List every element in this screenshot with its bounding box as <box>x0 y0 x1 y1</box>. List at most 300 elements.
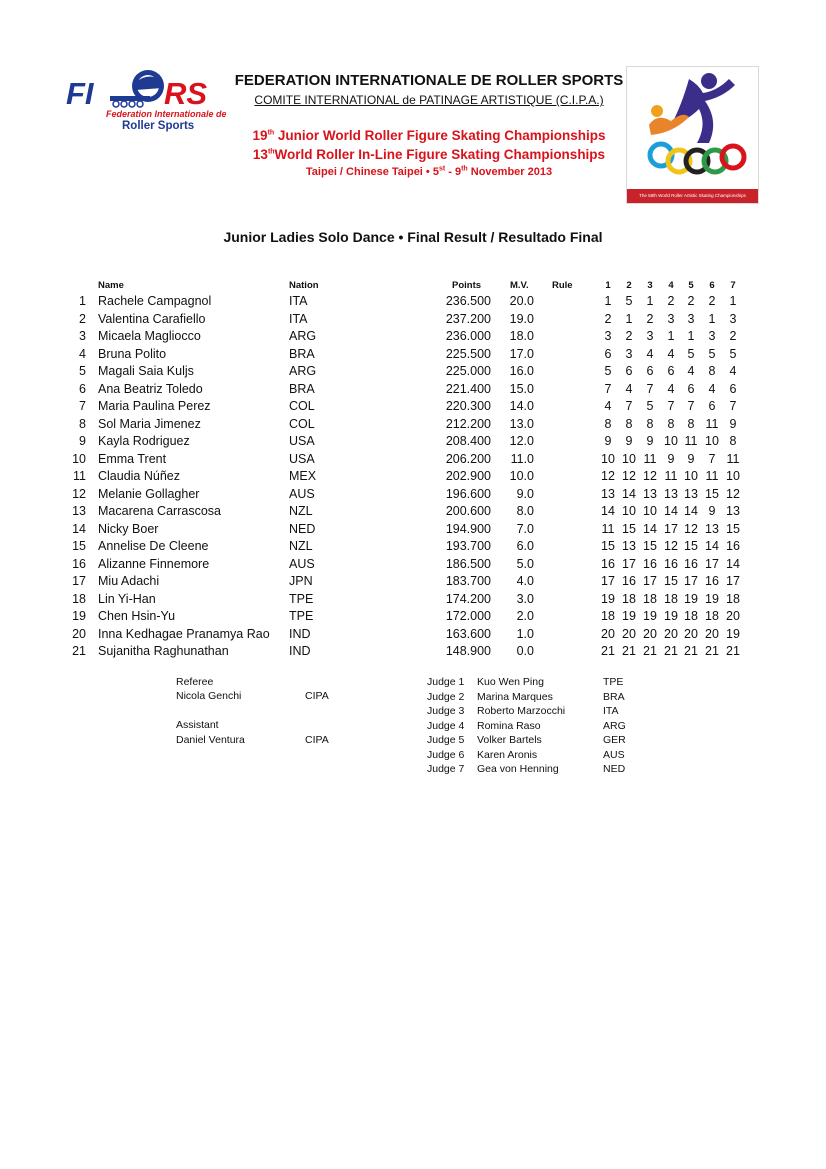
judge-2-ordinal-cell: 13 <box>622 539 636 553</box>
judge-5-ordinal-cell: 8 <box>687 416 695 431</box>
judge-7-ordinal-cell: 17 <box>726 574 740 588</box>
judge-4-ordinal-cell: 20 <box>664 626 678 641</box>
judge-1-ordinal-cell: 20 <box>601 626 615 641</box>
judge-5-ordinal-cell: 14 <box>684 504 698 518</box>
judge-3-ordinal-cell: 16 <box>643 556 657 571</box>
judge-5-ordinal-cell: 1 <box>687 329 695 343</box>
rank-cell: 17 <box>72 574 86 588</box>
event-title: Junior Ladies Solo Dance • Final Result / Resultado Final <box>223 229 603 245</box>
judge-3-ordinal-cell: 17 <box>643 574 657 588</box>
name-cell: Sol Maria Jimenez <box>98 416 201 431</box>
judge-3-ordinal-cell: 21 <box>643 644 657 658</box>
venue-suffix: November 2013 <box>467 166 553 178</box>
judge-2-ordinal-cell: 1 <box>625 311 633 326</box>
rank-cell: 10 <box>72 451 86 466</box>
venue-dates <box>220 166 638 178</box>
judge-2-ordinal-cell: 7 <box>625 399 633 413</box>
judge-2-ordinal-cell: 21 <box>622 644 636 658</box>
judge-2-ordinal-cell: 2 <box>625 329 633 343</box>
judge-6-ordinal-cell: 13 <box>705 521 719 536</box>
judge-5-ordinal-cell: 21 <box>684 644 698 658</box>
rank-cell: 19 <box>72 609 86 623</box>
table-row <box>64 451 764 469</box>
mv-cell: 18.0 <box>509 329 534 343</box>
judge-7-ordinal-cell: 13 <box>726 504 740 518</box>
nation-cell: NZL <box>289 539 313 553</box>
name-cell: Chen Hsin-Yu <box>98 609 176 623</box>
points-cell: 194.900 <box>445 521 491 536</box>
judge-1-ordinal-cell: 15 <box>601 539 615 553</box>
judge-nation: TPE <box>603 676 624 688</box>
judge-1-ordinal-cell: 8 <box>604 416 612 431</box>
venue-prefix: Taipei / Chinese Taipei • 5 <box>305 166 439 178</box>
table-row <box>64 293 764 311</box>
table-row <box>64 608 764 626</box>
judge-4-ordinal-cell: 10 <box>664 434 678 448</box>
judge-nation: BRA <box>603 690 625 703</box>
judge-2-ordinal-cell: 10 <box>622 504 636 518</box>
judge-7-ordinal-cell: 9 <box>729 416 737 431</box>
header-points: Points <box>452 280 482 291</box>
nation-cell: ARG <box>289 364 317 378</box>
judge-3-ordinal-cell: 6 <box>646 364 654 378</box>
points-cell: 212.200 <box>445 416 491 431</box>
name-cell: Macarena Carrascosa <box>98 504 221 518</box>
points-cell: 225.500 <box>445 346 491 361</box>
judge-7-ordinal-cell: 20 <box>726 609 740 623</box>
logo-mark-left: FI <box>66 76 94 111</box>
judge-3-ordinal-cell: 4 <box>646 346 654 361</box>
judge-2-ordinal-cell: 17 <box>622 556 636 571</box>
judge-3-ordinal-cell: 9 <box>646 434 654 448</box>
points-cell: 148.900 <box>445 644 491 658</box>
table-row <box>64 573 764 591</box>
name-cell: Maria Paulina Perez <box>98 399 211 413</box>
judge-5-ordinal-cell: 4 <box>687 364 695 378</box>
name-cell: Sujanitha Raghunathan <box>98 644 229 658</box>
nation-cell: USA <box>289 434 315 448</box>
nation-cell: NED <box>289 521 316 536</box>
header-judge-6: 6 <box>709 280 715 291</box>
name-cell: Emma Trent <box>98 451 167 466</box>
roller-skate-icon <box>110 70 164 107</box>
assistant-label: Assistant <box>176 719 219 731</box>
judge-5-ordinal-cell: 20 <box>684 626 698 641</box>
skater-rings-icon <box>627 67 758 189</box>
table-row <box>64 433 764 451</box>
header-nation: Nation <box>289 280 319 291</box>
points-cell: 237.200 <box>445 311 491 326</box>
rank-cell: 4 <box>79 346 86 361</box>
judge-label: Judge 6 <box>427 748 465 761</box>
judge-4-ordinal-cell: 15 <box>664 574 678 588</box>
judge-7-ordinal-cell: 14 <box>726 556 740 571</box>
judge-6-ordinal-cell: 18 <box>705 609 719 623</box>
judge-label: Judge 2 <box>427 690 465 703</box>
header-judge-5: 5 <box>688 280 694 291</box>
mv-cell: 12.0 <box>509 434 534 448</box>
judge-3-ordinal-cell: 2 <box>646 311 654 326</box>
judge-4-ordinal-cell: 6 <box>667 364 675 378</box>
mv-cell: 19.0 <box>509 311 534 326</box>
judge-3-ordinal-cell: 10 <box>643 504 657 518</box>
nation-cell: BRA <box>289 346 315 361</box>
judge-5-ordinal-cell: 6 <box>687 381 695 396</box>
champ1-number: 19 <box>252 128 268 143</box>
header-judge-4: 4 <box>668 280 674 291</box>
judge-name: Gea von Henning <box>477 763 559 775</box>
judge-7-ordinal-cell: 7 <box>729 399 737 413</box>
federation-title: FEDERATION INTERNATIONALE DE ROLLER SPORTS <box>234 72 624 89</box>
mv-cell: 6.0 <box>516 539 534 553</box>
mv-cell: 3.0 <box>516 591 534 606</box>
referee-name: Nicola Genchi <box>176 690 242 702</box>
judge-7-ordinal-cell: 4 <box>729 364 737 378</box>
table-row <box>64 363 764 381</box>
judge-6-ordinal-cell: 11 <box>705 469 719 483</box>
judge-5-ordinal-cell: 16 <box>684 556 698 571</box>
nation-cell: TPE <box>289 609 314 623</box>
judge-1-ordinal-cell: 5 <box>604 364 612 378</box>
points-cell: 193.700 <box>445 539 491 553</box>
rank-cell: 5 <box>79 364 86 378</box>
judge-7-ordinal-cell: 3 <box>729 311 737 326</box>
judge-6-ordinal-cell: 14 <box>705 539 719 553</box>
judge-2-ordinal-cell: 14 <box>622 486 636 501</box>
judge-5-ordinal-cell: 15 <box>684 539 698 553</box>
judge-4-ordinal-cell: 11 <box>664 469 678 483</box>
judge-nation: ITA <box>603 705 619 717</box>
name-cell: Nicky Boer <box>98 521 159 536</box>
judge-4-ordinal-cell: 16 <box>664 556 678 571</box>
points-cell: 236.500 <box>445 294 491 308</box>
mv-cell: 9.0 <box>516 486 534 501</box>
rank-cell: 12 <box>72 486 86 501</box>
judge-3-ordinal-cell: 8 <box>646 416 654 431</box>
judge-1-ordinal-cell: 21 <box>601 644 615 658</box>
judge-4-ordinal-cell: 4 <box>667 381 675 396</box>
table-row <box>64 416 764 434</box>
judge-5-ordinal-cell: 12 <box>684 521 698 536</box>
judge-4-ordinal-cell: 21 <box>664 644 678 658</box>
judge-2-ordinal-cell: 15 <box>622 521 636 536</box>
header-judge-1: 1 <box>605 280 611 291</box>
header-rule: Rule <box>552 280 573 291</box>
points-cell: 208.400 <box>445 434 491 448</box>
venue-sup-1: st <box>438 165 446 173</box>
nation-cell: JPN <box>289 574 313 588</box>
judge-4-ordinal-cell: 7 <box>667 399 675 413</box>
judge-label: Judge 5 <box>427 734 465 746</box>
judge-1-ordinal-cell: 9 <box>604 434 612 448</box>
rank-cell: 7 <box>79 399 86 413</box>
judge-6-ordinal-cell: 17 <box>705 556 719 571</box>
mv-cell: 5.0 <box>516 556 534 571</box>
judge-5-ordinal-cell: 13 <box>684 486 698 501</box>
points-cell: 196.600 <box>445 486 491 501</box>
judge-5-ordinal-cell: 7 <box>687 399 695 413</box>
judge-3-ordinal-cell: 7 <box>646 381 654 396</box>
name-cell: Inna Kedhagae Pranamya Rao <box>98 626 270 641</box>
table-row <box>64 311 764 329</box>
name-cell: Lin Yi-Han <box>98 591 156 606</box>
rank-cell: 14 <box>72 521 86 536</box>
judge-name: Karen Aronis <box>477 748 538 761</box>
rank-cell: 20 <box>72 626 86 641</box>
judge-name: Volker Bartels <box>477 734 542 746</box>
table-row <box>64 591 764 609</box>
judge-5-ordinal-cell: 5 <box>687 346 695 361</box>
judge-7-ordinal-cell: 8 <box>729 434 737 448</box>
points-cell: 163.600 <box>445 626 491 641</box>
nation-cell: AUS <box>289 556 315 571</box>
judge-2-ordinal-cell: 20 <box>622 626 636 641</box>
judge-4-ordinal-cell: 19 <box>664 609 678 623</box>
judge-6-ordinal-cell: 19 <box>705 591 719 606</box>
judge-6-ordinal-cell: 2 <box>708 294 716 308</box>
judge-3-ordinal-cell: 3 <box>646 329 654 343</box>
judge-4-ordinal-cell: 17 <box>664 521 678 536</box>
judge-5-ordinal-cell: 9 <box>687 451 695 466</box>
results-header-row <box>64 280 764 293</box>
championship-line-1 <box>220 128 638 143</box>
judge-3-ordinal-cell: 11 <box>643 451 657 466</box>
rank-cell: 15 <box>72 539 86 553</box>
nation-cell: COL <box>289 399 315 413</box>
rank-cell: 6 <box>79 381 86 396</box>
rank-cell: 9 <box>79 434 86 448</box>
judge-2-ordinal-cell: 3 <box>625 346 633 361</box>
table-row <box>64 381 764 399</box>
judge-6-ordinal-cell: 15 <box>705 486 719 501</box>
judge-4-ordinal-cell: 8 <box>667 416 675 431</box>
table-row <box>64 643 764 661</box>
judge-2-ordinal-cell: 6 <box>625 364 633 378</box>
judge-6-ordinal-cell: 11 <box>705 416 719 431</box>
judge-label: Judge 1 <box>427 676 465 688</box>
points-cell: 172.000 <box>445 609 491 623</box>
nation-cell: NZL <box>289 504 313 518</box>
header-judge-2: 2 <box>626 280 632 291</box>
champ1-text: Junior World Roller Figure Skating Championships <box>274 128 606 143</box>
mv-cell: 11.0 <box>510 451 534 466</box>
judge-7-ordinal-cell: 2 <box>729 329 737 343</box>
judge-5-ordinal-cell: 3 <box>687 311 695 326</box>
judge-4-ordinal-cell: 14 <box>664 504 678 518</box>
rank-cell: 2 <box>79 311 86 326</box>
header-judge-3: 3 <box>647 280 653 291</box>
rank-cell: 11 <box>73 469 86 483</box>
judge-4-ordinal-cell: 18 <box>664 591 678 606</box>
champ1-suffix: th <box>267 129 275 137</box>
judge-nation: NED <box>603 763 626 775</box>
firs-logo-mark <box>66 68 226 138</box>
points-cell: 174.200 <box>445 591 491 606</box>
judge-2-ordinal-cell: 5 <box>625 294 633 308</box>
nation-cell: BRA <box>289 381 315 396</box>
points-cell: 186.500 <box>445 556 491 571</box>
name-cell: Rachele Campagnol <box>98 294 212 308</box>
judge-4-ordinal-cell: 13 <box>664 486 678 501</box>
table-row <box>64 346 764 364</box>
judge-1-ordinal-cell: 6 <box>604 346 612 361</box>
rank-cell: 8 <box>79 416 86 431</box>
table-row <box>64 521 764 539</box>
nation-cell: ITA <box>289 311 308 326</box>
venue-mid: - 9 <box>445 166 462 178</box>
nation-cell: MEX <box>289 469 317 483</box>
mv-cell: 8.0 <box>516 504 534 518</box>
table-row <box>64 538 764 556</box>
judge-1-ordinal-cell: 16 <box>601 556 615 571</box>
nation-cell: TPE <box>289 591 314 606</box>
points-cell: 183.700 <box>445 574 491 588</box>
table-row <box>64 626 764 644</box>
judge-6-ordinal-cell: 8 <box>708 364 716 378</box>
judge-6-ordinal-cell: 5 <box>708 346 716 361</box>
judge-name: Marina Marques <box>477 690 553 703</box>
judge-1-ordinal-cell: 19 <box>601 591 615 606</box>
champ2-number: 13 <box>252 147 268 162</box>
table-row <box>64 468 764 486</box>
rank-cell: 1 <box>79 294 86 308</box>
judge-2-ordinal-cell: 18 <box>622 591 636 606</box>
judge-7-ordinal-cell: 16 <box>726 539 740 553</box>
federation-subtitle: COMITE INTERNATIONAL de PATINAGE ARTISTIQUE (C.I.P.A.) <box>254 93 604 107</box>
judge-6-ordinal-cell: 1 <box>708 311 716 326</box>
nation-cell: ARG <box>289 329 317 343</box>
rank-cell: 18 <box>72 591 86 606</box>
mv-cell: 15.0 <box>509 381 534 396</box>
mv-cell: 0.0 <box>516 644 534 658</box>
judge-3-ordinal-cell: 14 <box>643 521 657 536</box>
assistant-name: Daniel Ventura <box>176 734 245 746</box>
judge-2-ordinal-cell: 16 <box>622 574 636 588</box>
judge-2-ordinal-cell: 19 <box>622 609 636 623</box>
rank-cell: 3 <box>79 329 86 343</box>
name-cell: Alizanne Finnemore <box>98 556 210 571</box>
judge-5-ordinal-cell: 18 <box>684 609 698 623</box>
judge-7-ordinal-cell: 19 <box>726 626 740 641</box>
judge-5-ordinal-cell: 17 <box>684 574 698 588</box>
judge-5-ordinal-cell: 11 <box>684 434 698 448</box>
rank-cell: 21 <box>72 644 86 658</box>
judge-label: Judge 3 <box>427 705 465 717</box>
mv-cell: 20.0 <box>509 294 534 308</box>
judge-2-ordinal-cell: 4 <box>625 381 633 396</box>
championship-line-2 <box>220 147 638 162</box>
judge-7-ordinal-cell: 1 <box>729 294 737 308</box>
name-cell: Kayla Rodriguez <box>98 434 190 448</box>
points-cell: 206.200 <box>445 451 491 466</box>
judge-1-ordinal-cell: 12 <box>601 469 615 483</box>
logo-line1: Federation Internationale de <box>106 109 226 119</box>
judge-6-ordinal-cell: 9 <box>708 504 716 518</box>
name-cell: Valentina Carafiello <box>98 311 206 326</box>
judge-3-ordinal-cell: 13 <box>643 486 657 501</box>
judge-name: Kuo Wen Ping <box>477 676 544 688</box>
judge-1-ordinal-cell: 17 <box>601 574 615 588</box>
mv-cell: 14.0 <box>509 399 534 413</box>
judge-7-ordinal-cell: 6 <box>729 381 737 396</box>
table-row <box>64 398 764 416</box>
judge-3-ordinal-cell: 18 <box>643 591 657 606</box>
rank-cell: 16 <box>72 556 86 571</box>
judge-name: Roberto Marzocchi <box>477 705 566 717</box>
judge-3-ordinal-cell: 12 <box>643 469 657 483</box>
judge-nation: GER <box>603 734 626 746</box>
judge-2-ordinal-cell: 12 <box>622 469 636 483</box>
judge-4-ordinal-cell: 3 <box>667 311 675 326</box>
judge-7-ordinal-cell: 12 <box>726 486 740 501</box>
name-cell: Annelise De Cleene <box>98 539 209 553</box>
points-cell: 200.600 <box>445 504 491 518</box>
nation-cell: USA <box>289 451 315 466</box>
judge-6-ordinal-cell: 3 <box>708 329 716 343</box>
judge-7-ordinal-cell: 21 <box>726 644 740 658</box>
judge-1-ordinal-cell: 1 <box>604 294 612 308</box>
champ2-suffix: th <box>267 148 275 156</box>
nation-cell: COL <box>289 416 315 431</box>
name-cell: Miu Adachi <box>98 574 160 588</box>
logo-line2: Roller Sports <box>122 120 195 132</box>
header-judge-7: 7 <box>730 280 736 291</box>
judge-name: Romina Raso <box>477 719 541 732</box>
judge-4-ordinal-cell: 1 <box>667 329 675 343</box>
judge-7-ordinal-cell: 15 <box>726 521 740 536</box>
judge-label: Judge 4 <box>427 719 465 732</box>
judge-1-ordinal-cell: 3 <box>604 329 612 343</box>
judge-6-ordinal-cell: 4 <box>708 381 716 396</box>
name-cell: Claudia Núñez <box>98 469 180 483</box>
mv-cell: 7.0 <box>516 521 534 536</box>
judge-6-ordinal-cell: 7 <box>708 451 716 466</box>
judge-3-ordinal-cell: 15 <box>643 539 657 553</box>
judge-2-ordinal-cell: 10 <box>622 451 636 466</box>
nation-cell: AUS <box>289 486 315 501</box>
championship-logo <box>626 66 759 204</box>
mv-cell: 2.0 <box>516 609 534 623</box>
points-cell: 202.900 <box>445 469 491 483</box>
table-row <box>64 486 764 504</box>
results-rows <box>64 293 764 661</box>
points-cell: 225.000 <box>445 364 491 378</box>
judge-1-ordinal-cell: 7 <box>604 381 612 396</box>
judge-4-ordinal-cell: 12 <box>664 539 678 553</box>
judge-6-ordinal-cell: 16 <box>705 574 719 588</box>
logo-mark-right: RS <box>164 76 208 111</box>
name-cell: Melanie Gollagher <box>98 486 200 501</box>
table-row <box>64 328 764 346</box>
mv-cell: 13.0 <box>509 416 534 431</box>
name-cell: Ana Beatriz Toledo <box>98 381 203 396</box>
judge-nation: ARG <box>603 719 626 732</box>
table-row <box>64 503 764 521</box>
firs-logo <box>66 68 226 138</box>
assistant-org: CIPA <box>305 734 329 746</box>
judge-6-ordinal-cell: 6 <box>708 399 716 413</box>
judge-5-ordinal-cell: 2 <box>687 294 695 308</box>
judge-2-ordinal-cell: 9 <box>625 434 633 448</box>
header-mv: M.V. <box>510 280 529 291</box>
judge-1-ordinal-cell: 4 <box>604 399 612 413</box>
judge-1-ordinal-cell: 2 <box>604 311 612 326</box>
judge-7-ordinal-cell: 10 <box>726 469 740 483</box>
referee-org: CIPA <box>305 690 329 702</box>
judge-1-ordinal-cell: 13 <box>601 486 615 501</box>
name-cell: Bruna Polito <box>98 346 167 361</box>
judge-7-ordinal-cell: 18 <box>726 591 740 606</box>
